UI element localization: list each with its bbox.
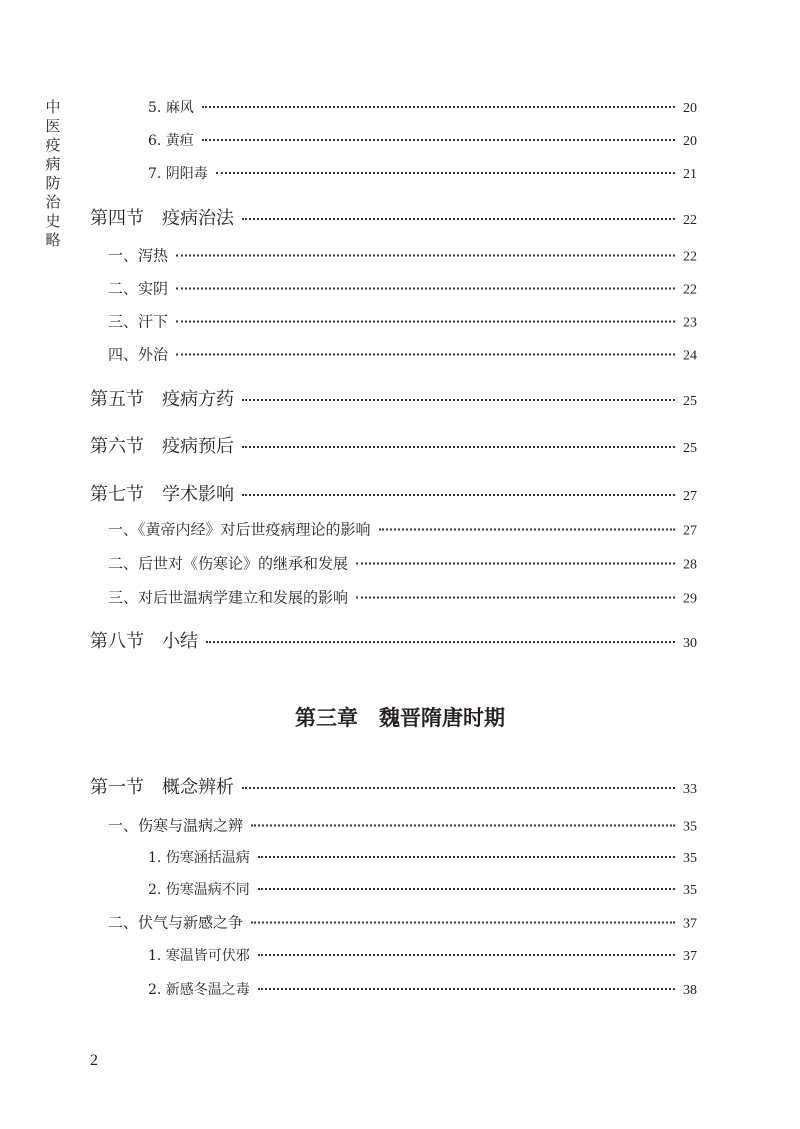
toc-entry-title: 第七节 学术影响 <box>90 484 234 505</box>
dot-leader <box>251 922 675 924</box>
toc-entry[interactable] <box>108 587 697 608</box>
running-title: 中 医 疫 病 防 治 史 略 <box>45 98 61 249</box>
toc-entry-title: 一、泻热 <box>108 246 169 265</box>
toc-entry-page: 23 <box>683 315 697 331</box>
toc-entry[interactable] <box>90 627 697 653</box>
toc-entry-title: 二、后世对《伤寒论》的继承和发展 <box>108 554 349 573</box>
toc-entry[interactable] <box>90 480 697 506</box>
dot-leader <box>258 954 675 956</box>
toc-entry-title: 第五节 疫病方药 <box>90 389 234 410</box>
toc-entry-page: 30 <box>683 636 697 651</box>
toc-entry[interactable] <box>108 519 697 540</box>
dot-leader <box>258 988 675 990</box>
dot-leader <box>242 787 675 789</box>
toc-entry[interactable] <box>108 553 697 574</box>
dot-leader <box>176 321 675 323</box>
toc-entry-title: 一、伤寒与温病之辨 <box>108 816 244 835</box>
dot-leader <box>176 255 675 257</box>
dot-leader <box>356 563 675 565</box>
dot-leader <box>202 139 675 141</box>
toc-entry-title: 四、外治 <box>108 345 169 364</box>
toc-entry-page: 33 <box>683 782 697 797</box>
toc-entry-page: 29 <box>683 591 697 607</box>
toc-entry-page: 21 <box>683 167 697 182</box>
toc-entry-title: 1. 伤寒涵括温病 <box>148 850 250 866</box>
toc-entry[interactable] <box>108 245 697 266</box>
dot-leader <box>258 856 675 858</box>
dot-leader <box>356 597 675 599</box>
toc-entry[interactable] <box>108 311 697 332</box>
toc-entry-title: 7. 阴阳毒 <box>148 166 208 182</box>
dot-leader <box>242 218 675 220</box>
dot-leader <box>216 172 675 174</box>
toc-entry[interactable] <box>148 945 697 965</box>
toc-entry[interactable] <box>90 385 697 411</box>
toc-entry-title: 1. 寒温皆可伏邪 <box>148 948 250 964</box>
toc-entry-title: 6. 黄疸 <box>148 133 194 149</box>
dot-leader <box>176 288 675 290</box>
toc-entry-page: 38 <box>683 983 697 998</box>
toc-entry-title: 第八节 小结 <box>90 631 198 652</box>
toc-entry[interactable] <box>148 97 697 117</box>
toc-entry-page: 35 <box>683 883 697 898</box>
toc-entry[interactable] <box>108 344 697 365</box>
dot-leader <box>242 494 675 496</box>
dot-leader <box>258 888 675 890</box>
toc-entry-page: 22 <box>683 249 697 265</box>
toc-entry-page: 37 <box>683 916 697 932</box>
dot-leader <box>176 354 675 356</box>
toc-entry[interactable] <box>90 432 697 458</box>
toc-entry[interactable] <box>148 130 697 150</box>
toc-entry-title: 二、伏气与新感之争 <box>108 913 244 932</box>
toc-entry-title: 5. 麻风 <box>148 100 194 116</box>
dot-leader <box>379 529 675 531</box>
toc-entry-title: 第六节 疫病预后 <box>90 436 234 457</box>
toc-entry-page: 20 <box>683 101 697 116</box>
toc-entry-title: 一、《黄帝内经》对后世疫病理论的影响 <box>108 520 371 539</box>
toc-entry-page: 22 <box>683 282 697 298</box>
toc-entry-title: 2. 伤寒温病不同 <box>148 882 250 898</box>
page-number: 2 <box>90 1052 98 1069</box>
toc-entry-title: 第一节 概念辨析 <box>90 777 234 798</box>
dot-leader <box>251 825 675 827</box>
toc-entry-page: 27 <box>683 523 697 539</box>
toc-entry[interactable] <box>148 847 697 867</box>
toc-entry-page: 20 <box>683 134 697 149</box>
toc-entry-page: 28 <box>683 557 697 573</box>
toc-entry[interactable] <box>108 815 697 836</box>
toc-entry-page: 22 <box>683 213 697 228</box>
toc-entry[interactable] <box>148 879 697 899</box>
dot-leader <box>242 446 675 448</box>
dot-leader <box>206 641 675 643</box>
toc-entry-page: 24 <box>683 348 697 364</box>
toc-entry-page: 25 <box>683 394 697 409</box>
toc-entry[interactable] <box>108 278 697 299</box>
toc-entry-title: 第四节 疫病治法 <box>90 208 234 229</box>
toc-entry-title: 二、实阴 <box>108 279 169 298</box>
toc-entry-title: 三、汗下 <box>108 312 169 331</box>
toc-entry[interactable] <box>90 204 697 230</box>
dot-leader <box>242 399 675 401</box>
toc-entry-title: 三、对后世温病学建立和发展的影响 <box>108 588 349 607</box>
toc-entry-page: 35 <box>683 819 697 835</box>
toc-entry[interactable] <box>108 912 697 933</box>
toc-entry-page: 37 <box>683 949 697 964</box>
toc-entry[interactable] <box>148 163 697 183</box>
toc-entry-page: 35 <box>683 851 697 866</box>
toc-entry[interactable] <box>90 773 697 799</box>
toc-entry-title: 2. 新感冬温之毒 <box>148 982 250 998</box>
toc-entry-page: 25 <box>683 441 697 456</box>
toc-entry-page: 27 <box>683 489 697 504</box>
dot-leader <box>202 106 675 108</box>
toc-entry[interactable] <box>148 979 697 999</box>
chapter-title: 第三章 魏晋隋唐时期 <box>295 705 505 730</box>
